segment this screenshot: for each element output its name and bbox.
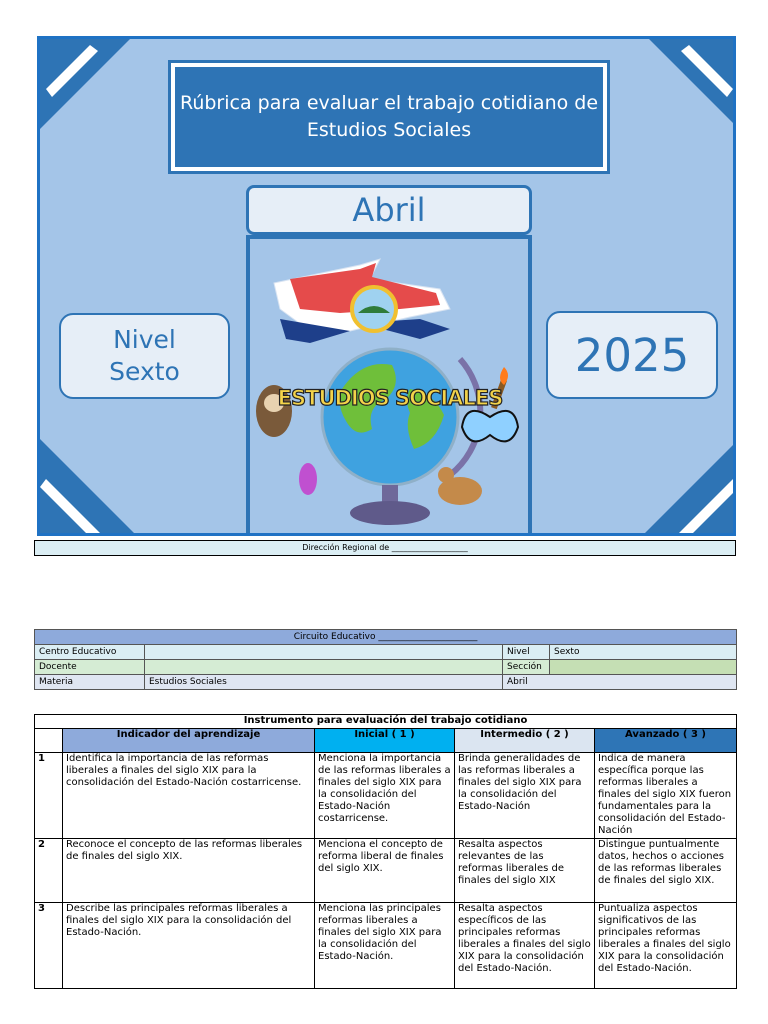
indicator-cell: Describe las principales reformas liberales a finales del siglo XIX para la consolidación del Estado-Nación. (63, 903, 315, 989)
avanzado-cell: Indica de manera específica porque las reformas liberales a finales del siglo XIX fueron fundamentales para la consolidación del Estado-Nación (595, 753, 737, 839)
row-number: 2 (35, 839, 63, 903)
intermedio-cell: Brinda generalidades de las reformas liberales a finales del siglo XIX para la consolidación del Estado-Nación (455, 753, 595, 839)
row-number: 1 (35, 753, 63, 839)
materia-label: Materia (35, 675, 145, 690)
direccion-regional: Dirección Regional de ___________________ (34, 540, 736, 556)
indicator-header: Indicador del aprendizaje (63, 729, 315, 753)
table-row (35, 839, 737, 903)
month-label: Abril (246, 185, 532, 235)
row-number: 3 (35, 903, 63, 989)
seccion-input[interactable] (550, 660, 737, 675)
mes-value: Abril (503, 675, 737, 690)
level-box (59, 313, 230, 399)
circuito-field: Circuito Educativo ______________________ (35, 630, 737, 645)
indicator-cell: Identifica la importancia de las reformas liberales a finales del siglo XIX para la consolidación del Estado-Nación costarricense. (63, 753, 315, 839)
level-label: Nivel (113, 325, 176, 354)
level-value: Sexto (109, 357, 180, 386)
inicial-cell: Menciona las principales reformas liberales a finales del siglo XIX para la consolidación del Estado-Nación. (315, 903, 455, 989)
table-row (35, 903, 737, 989)
centro-input[interactable] (145, 645, 503, 660)
inicial-cell: Menciona la importancia de las reformas liberales a finales del siglo XIX para la consolidación del Estado-Nación costarricense. (315, 753, 455, 839)
cover-page (37, 36, 736, 536)
materia-value: Estudios Sociales (145, 675, 503, 690)
cover-title: Rúbrica para evaluar el trabajo cotidiano de Estudios Sociales (171, 63, 607, 171)
rubric-table (34, 714, 737, 989)
nivel-value: Sexto (550, 645, 737, 660)
year-label: 2025 (546, 311, 718, 399)
inicial-cell: Menciona el concepto de reforma liberal de finales del siglo XIX. (315, 839, 455, 903)
docente-input[interactable] (145, 660, 503, 675)
docente-label: Docente (35, 660, 145, 675)
indicator-cell: Reconoce el concepto de las reformas liberales de finales del siglo XIX. (63, 839, 315, 903)
avanzado-cell: Puntualiza aspectos significativos de las principales reformas liberales a finales del siglo XIX para la consolidación del Estado-Nación. (595, 903, 737, 989)
avanzado-header: Avanzado ( 3 ) (595, 729, 737, 753)
intermedio-header: Intermedio ( 2 ) (455, 729, 595, 753)
table-row (35, 753, 737, 839)
inicial-header: Inicial ( 1 ) (315, 729, 455, 753)
nivel-label: Nivel (503, 645, 550, 660)
globe-illustration (250, 239, 528, 536)
rubric-title: Instrumento para evaluación del trabajo cotidiano (35, 715, 737, 729)
avanzado-cell: Distingue puntualmente datos, hechos o acciones de las reformas liberales de finales del siglo XIX. (595, 839, 737, 903)
logo-illustration (246, 235, 532, 536)
intermedio-cell: Resalta aspectos específicos de las principales reformas liberales a finales del siglo XIX para la consolidación del Estado-Nación. (455, 903, 595, 989)
intermedio-cell: Resalta aspectos relevantes de las reformas liberales de finales del siglo XIX (455, 839, 595, 903)
seccion-label: Sección (503, 660, 550, 675)
logo-text: ESTUDIOS SOCIALES (277, 386, 503, 410)
info-table (34, 629, 737, 690)
centro-label: Centro Educativo (35, 645, 145, 660)
num-header (35, 729, 63, 753)
